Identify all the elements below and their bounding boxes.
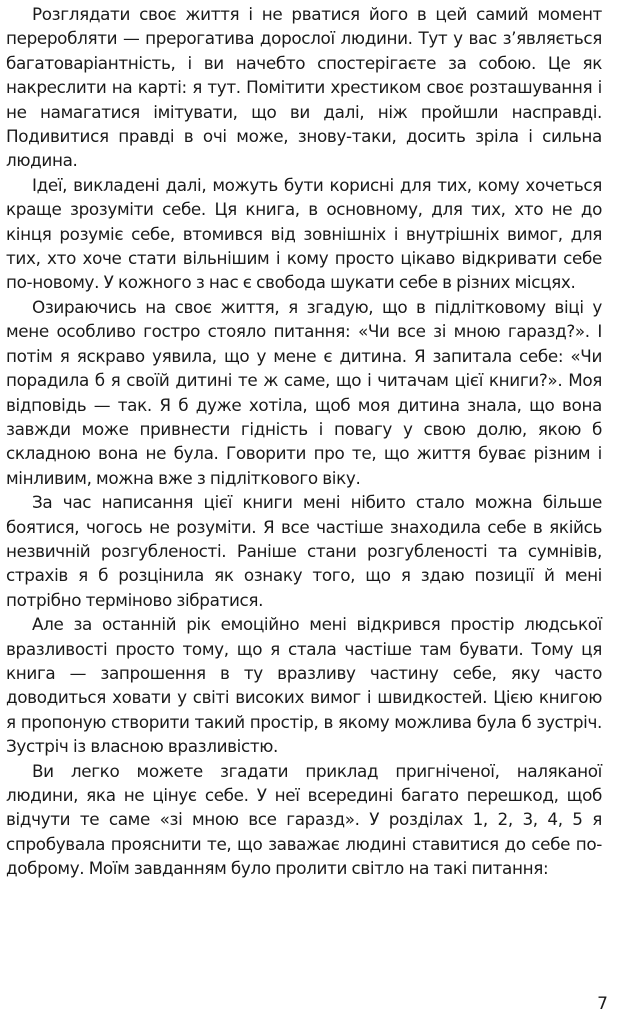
- paragraph: Ідеї, викладені далі, можуть бути корисні для тих, кому хочеться краще зрозуміти себе. Ця книга, в основному, для тих, хто не до кінця розуміє себе, втомився від зовнішніх і внутрішніх вимог, для тих, хто хоче стати вільнішим і кому просто цікаво відкривати себе по-новому. У кожного з нас є свобода шукати себе в різних місцях.: [6, 174, 602, 293]
- paragraph: Розглядати своє життя і не рватися його в цей самий момент переробляти — прерогатива дорослої людини. Тут у вас з’являється багатоваріантність, і ви начебто спостерігаєте за собою. Це як накреслити на карті: я тут. Помітити хрестиком своє розташування і не намагатися імітувати, що ви далі, ніж пройшли насправді. Подивитися правді в очі може, знову-таки, досить зріла і сильна людина.: [6, 4, 602, 171]
- paragraph: За час написання цієї книги мені нібито стало можна більше боятися, чогось не розуміти. Я все частіше знаходила себе в якійсь незвичній розгубленості. Раніше стани розгубленості та сумнівів, страхів я б розцінила як ознаку того, що я здаю позиції й мені потрібно терміново зібратися.: [6, 492, 602, 610]
- paragraph: Озираючись на своє життя, я згадую, що в підлітковому віці у мене особливо гостро стояло питання: «Чи все зі мною гаразд?». І потім я яскраво уявила, що у мене є дитина. Я запитала себе: «Чи порадила б я своїй дитині те ж саме, що і читачам цієї книги?». Моя відповідь — так. Я б дуже хотіла, щоб моя дитина знала, що вона завжди може привнести гідність і повагу у свою долю, якою б складною вона не була. Говорити про те, що життя буває різним і мінливим, можна вже з підліткового віку.: [6, 296, 602, 488]
- body-text: [6, 2, 602, 881]
- paragraph: Ви легко можете згадати приклад пригніченої, наляканої людини, яка не цінує себе. У неї всередині багато перешкод, щоб відчути те саме «зі мною все гаразд». У розділах 1, 2, 3, 4, 5 я спробувала прояснити те, що заважає людині ставитися до себе по-доброму. Моїм завданням було пролити світло на такі питання:: [6, 760, 602, 879]
- page-number: 7: [597, 994, 608, 1014]
- paragraph: Але за останній рік емоційно мені відкрився простір людської вразливості просто тому, що я стала частіше там бувати. Тому ця книга — запрошення в ту вразливу частину себе, яку часто доводиться ховати у світі високих вимог і швидкостей. Цією книгою я пропоную створити такий простір, в якому можлива була б зустріч. Зустріч із власною вразливістю.: [6, 614, 602, 757]
